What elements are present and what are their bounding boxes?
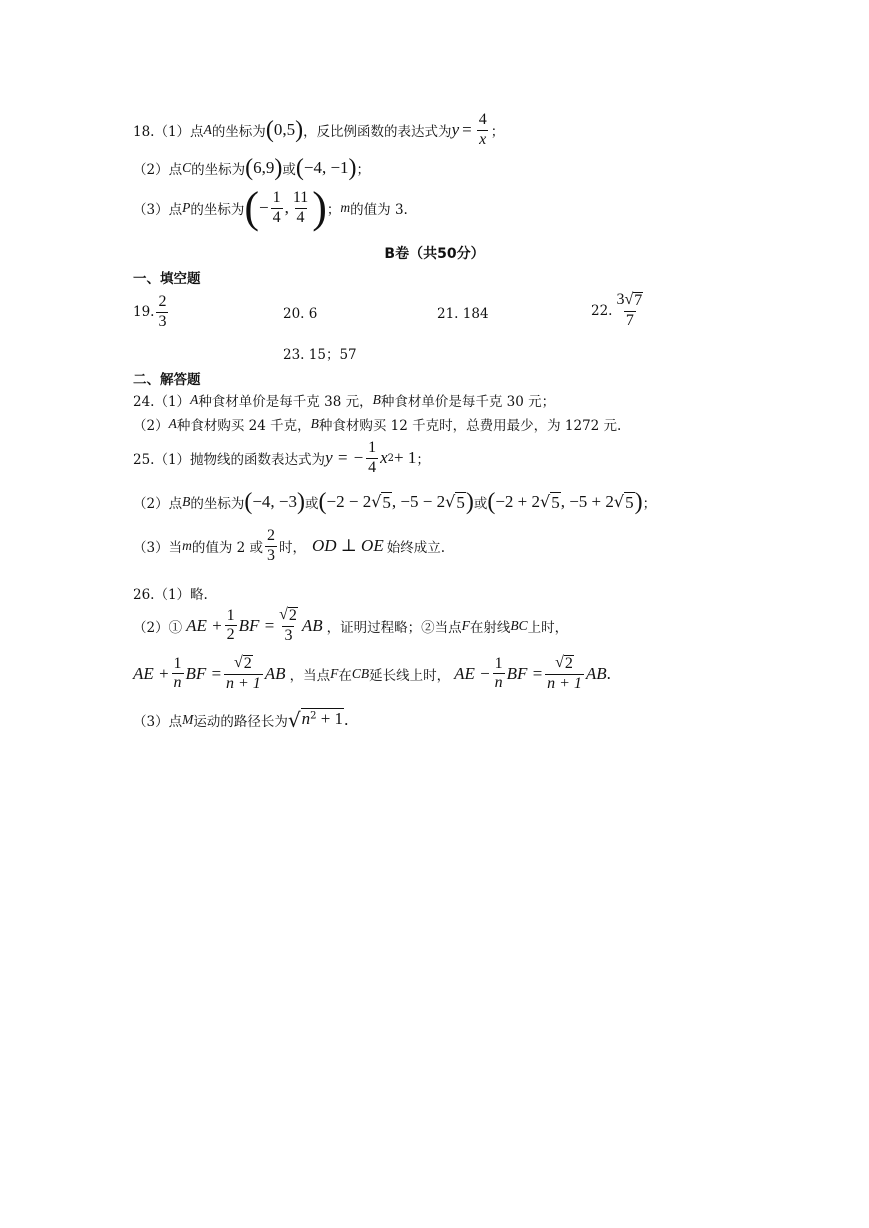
paren: (	[244, 489, 253, 515]
q26-line-3	[133, 655, 611, 693]
text: （2）点	[133, 162, 183, 178]
text: （3）当	[133, 540, 183, 557]
denominator: n + 1	[226, 674, 261, 692]
text: ；	[326, 202, 341, 218]
text: 或	[473, 496, 488, 512]
sqrt	[288, 708, 344, 732]
text: 的坐标为	[190, 202, 245, 218]
radicand: 7	[634, 292, 643, 309]
paren: )	[465, 489, 474, 515]
text: 24.（1）	[133, 394, 191, 410]
answer-label: 19.	[133, 304, 155, 321]
q18-line-2	[133, 156, 370, 180]
radical-sign: √	[445, 491, 456, 511]
fraction	[614, 292, 645, 330]
paren: )	[312, 183, 327, 232]
text: 在	[338, 667, 352, 684]
math-op: ,	[284, 198, 289, 217]
denominator: n	[494, 674, 503, 692]
fraction	[224, 655, 263, 693]
paren: (	[244, 183, 259, 232]
paren: )	[295, 117, 304, 144]
fraction	[493, 656, 505, 693]
denominator: 4	[272, 208, 281, 226]
sqrt	[540, 492, 561, 513]
point-label: B	[182, 494, 191, 509]
denominator: n	[173, 674, 182, 692]
sqrt	[624, 292, 643, 310]
q18-line-3	[133, 183, 408, 232]
radicand: 2	[564, 655, 573, 672]
paren: (	[487, 489, 496, 515]
sqrt	[614, 492, 635, 513]
item-label: A	[190, 392, 199, 407]
math-expr: AB	[301, 615, 323, 635]
sqrt	[234, 655, 253, 673]
numerator: 2	[267, 527, 276, 544]
text: （2）①	[133, 619, 183, 636]
fraction	[172, 656, 184, 693]
text: ；	[642, 496, 657, 512]
radical-sign: √	[613, 491, 625, 511]
item-label: A	[168, 416, 177, 431]
text: 种食材单价是每千克 30 元；	[380, 394, 556, 410]
text: 时，	[279, 540, 307, 557]
text: 上时，	[527, 619, 569, 636]
fraction	[477, 112, 489, 149]
text: ；	[416, 452, 430, 469]
paren: )	[348, 155, 357, 181]
radicand: 5	[625, 492, 634, 512]
radical-sign: √	[234, 654, 243, 671]
denominator: 3	[267, 546, 276, 564]
fraction	[156, 294, 168, 331]
radicand: 2	[243, 655, 252, 672]
math-expr: , −5 + 2	[560, 492, 614, 511]
text: ，证明过程略；②当点	[326, 619, 462, 636]
math-var: m	[182, 538, 192, 554]
text: 在射线	[469, 619, 511, 636]
q25-line-2	[133, 490, 656, 514]
section-b-title: B卷（共50分）	[384, 246, 485, 262]
radical-sign: √	[287, 708, 301, 732]
numerator: 1	[494, 654, 503, 672]
text: 18.（1）点	[133, 124, 204, 141]
text: 种食材单价是每千克 38 元，	[198, 394, 373, 410]
text: 26.（1）略.	[133, 587, 208, 603]
q26-line-1	[133, 583, 208, 603]
radicand: 5	[382, 492, 391, 512]
radical-sign: √	[555, 654, 564, 671]
fraction	[545, 655, 584, 693]
math-expr: BF =	[185, 663, 222, 683]
text: 始终成立.	[386, 540, 446, 557]
text: 延长线上时，	[369, 667, 451, 684]
text: ，反比例函数的表达式为	[303, 124, 452, 141]
math-expr: AB	[264, 663, 286, 683]
answer-22	[591, 292, 647, 330]
point-label: F	[461, 617, 470, 633]
math-var: y	[451, 120, 460, 140]
coordinate: −4, −1	[303, 158, 349, 177]
text: ；	[490, 124, 505, 141]
paren: (	[245, 155, 254, 181]
text: 或	[305, 496, 319, 512]
denominator: 3	[284, 626, 293, 644]
q24-line-1	[133, 390, 555, 410]
radicand	[301, 708, 344, 732]
math-expr: AE +	[186, 615, 223, 635]
paren: (	[295, 155, 304, 181]
numerator: 2	[158, 293, 167, 310]
denominator: 2	[226, 626, 235, 644]
radical-sign: √	[371, 491, 382, 511]
numerator: 1	[272, 188, 281, 206]
text: 的值为 2 或	[191, 540, 264, 557]
coefficient: 3	[616, 291, 625, 308]
text: ；	[356, 162, 371, 178]
numerator	[277, 607, 300, 626]
answer-21: 21. 184	[437, 306, 489, 322]
exponent: 2	[310, 710, 317, 722]
numerator	[553, 655, 576, 674]
math-expr: + 1	[316, 709, 344, 728]
text: 种食材购买 12 千克时，总费用最少，为 1272 元.	[318, 418, 622, 434]
solve-heading: 二、解答题	[133, 372, 201, 388]
answer-20: 20. 6	[283, 306, 318, 322]
text: （3）点	[133, 714, 183, 730]
math-op: =	[462, 120, 472, 140]
fraction	[277, 607, 300, 645]
radicand: 2	[288, 607, 297, 624]
q25-line-3	[133, 528, 445, 565]
text: （2）点	[133, 496, 183, 512]
text: （3）点	[133, 202, 183, 218]
math-expr: −2 − 2	[326, 492, 372, 511]
math-var: m	[340, 200, 351, 215]
math-expr: AE −	[454, 663, 491, 683]
denominator: 7	[625, 311, 634, 329]
text: （2）	[133, 418, 169, 434]
paren: (	[265, 117, 274, 144]
exponent: 2	[387, 452, 394, 464]
segment-label: CB	[351, 665, 370, 681]
text: 的值为 3.	[350, 202, 408, 218]
point-label: P	[182, 200, 191, 215]
math-expr: BF =	[238, 615, 276, 635]
text: ，当点	[289, 667, 331, 684]
radical-sign: √	[624, 291, 634, 308]
math-expr: OD ⊥ OE	[312, 536, 384, 556]
numerator	[232, 655, 255, 674]
text: .	[606, 663, 611, 683]
math-var: n	[301, 709, 311, 728]
coordinate: 6,9	[253, 158, 275, 177]
math-op: −	[259, 198, 269, 217]
sqrt	[371, 492, 392, 513]
text: 或	[282, 162, 296, 178]
numerator: 1	[226, 606, 235, 624]
point-label: M	[182, 712, 194, 727]
q24-line-2	[133, 414, 621, 434]
fraction	[225, 608, 237, 645]
q25-line-1	[133, 440, 430, 477]
fraction	[265, 528, 277, 565]
answer-23: 23. 15；57	[283, 347, 357, 363]
numerator: 1	[173, 654, 182, 672]
fill-blank-heading: 一、填空题	[133, 271, 201, 287]
point-label: F	[330, 665, 339, 681]
math-expr: AB	[585, 663, 607, 683]
coordinate: 0,5	[273, 120, 296, 140]
math-expr: , −5 − 2	[391, 492, 446, 511]
radicand: 5	[551, 492, 560, 512]
sqrt	[555, 655, 574, 673]
sqrt	[279, 607, 298, 625]
answer-label: 22.	[591, 302, 613, 319]
answer-19	[133, 294, 170, 331]
item-label: B	[310, 416, 319, 431]
item-label: B	[372, 392, 381, 407]
text: 的坐标为	[211, 124, 266, 141]
denominator: n + 1	[547, 674, 582, 692]
paren: (	[318, 489, 327, 515]
q18-line-1	[133, 112, 504, 149]
text: 的坐标为	[191, 162, 246, 178]
paren: )	[634, 489, 643, 515]
math-expr: BF =	[506, 663, 544, 683]
numerator: 11	[292, 188, 309, 206]
denominator: x	[479, 130, 487, 148]
numerator: 1	[368, 439, 377, 456]
fraction	[366, 440, 378, 477]
q26-line-4	[133, 708, 348, 732]
math-expr: AE +	[133, 663, 170, 683]
segment-label: BC	[510, 617, 528, 633]
text: 种食材购买 24 千克，	[176, 418, 311, 434]
text: .	[344, 710, 349, 729]
fraction	[291, 190, 310, 227]
coordinate: −4, −3	[252, 492, 298, 511]
denominator: 3	[158, 312, 167, 330]
math-expr: y = −	[325, 448, 365, 468]
denominator: 4	[296, 208, 305, 226]
fraction	[271, 190, 283, 227]
numerator	[614, 292, 645, 311]
point-label: A	[203, 122, 212, 138]
denominator: 4	[368, 458, 377, 476]
text: 25.（1）抛物线的函数表达式为	[133, 452, 326, 469]
math-expr: + 1	[393, 448, 417, 468]
q26-line-2	[133, 607, 568, 645]
point-label: C	[182, 160, 192, 175]
radical-sign: √	[540, 491, 551, 511]
radical-sign: √	[279, 606, 288, 623]
math-expr: −2 + 2	[495, 492, 540, 511]
paren: )	[274, 155, 283, 181]
text: 运动的路径长为	[193, 714, 288, 730]
text: 的坐标为	[190, 496, 245, 512]
math-var: x	[380, 448, 388, 468]
numerator: 4	[478, 111, 487, 128]
paren: )	[297, 489, 306, 515]
radicand: 5	[456, 492, 465, 512]
sqrt	[445, 492, 466, 513]
